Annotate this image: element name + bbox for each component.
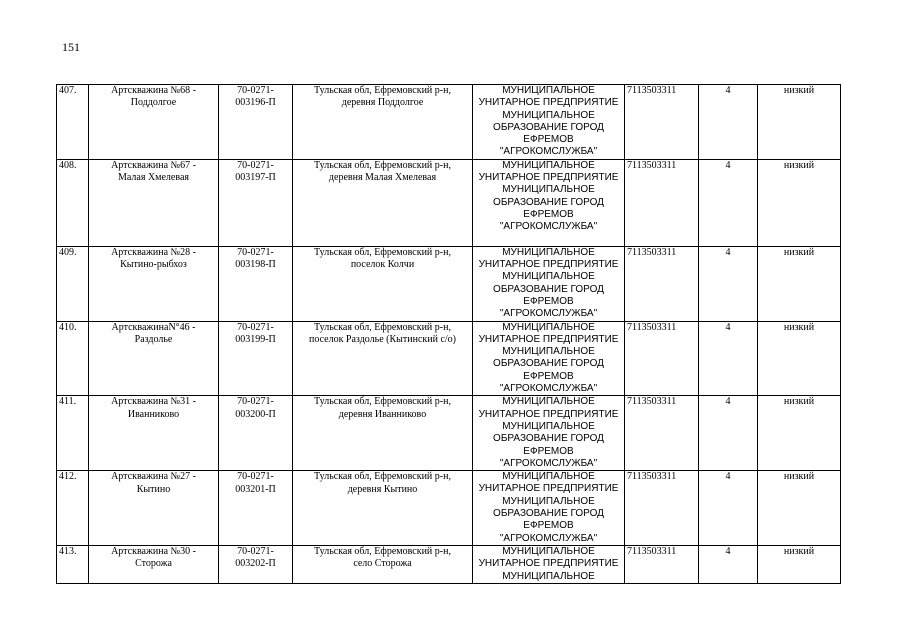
row-number: 411. (57, 396, 89, 471)
category: 4 (699, 471, 758, 546)
object-code: 70-0271- 003201-П (219, 471, 293, 546)
table-row (57, 159, 841, 246)
operator-inn: 7113503311 (625, 246, 699, 321)
operator-inn: 7113503311 (625, 85, 699, 160)
risk-level: низкий (758, 396, 841, 471)
object-name: АртскважинаN°46 - Раздолье (89, 321, 219, 396)
category: 4 (699, 159, 758, 246)
row-number: 410. (57, 321, 89, 396)
object-address: Тульская обл, Ефремовский р-н, деревня Малая Хмелевая (293, 159, 473, 246)
risk-level: низкий (758, 85, 841, 160)
table-row (57, 545, 841, 583)
operator-inn: 7113503311 (625, 321, 699, 396)
risk-level: низкий (758, 321, 841, 396)
row-number: 413. (57, 545, 89, 583)
object-code: 70-0271- 003200-П (219, 396, 293, 471)
category: 4 (699, 545, 758, 583)
object-address: Тульская обл, Ефремовский р-н, поселок Раздолье (Кытинский с/о) (293, 321, 473, 396)
risk-level: низкий (758, 246, 841, 321)
operator-name: МУНИЦИПАЛЬНОЕ УНИТАРНОЕ ПРЕДПРИЯТИЕ МУНИЦИПАЛЬНОЕ ОБРАЗОВАНИЕ ГОРОД ЕФРЕМОВ "АГРОКОМСЛУЖБА" (473, 396, 625, 471)
category: 4 (699, 396, 758, 471)
operator-name: МУНИЦИПАЛЬНОЕ УНИТАРНОЕ ПРЕДПРИЯТИЕ МУНИЦИПАЛЬНОЕ ОБРАЗОВАНИЕ ГОРОД ЕФРЕМОВ "АГРОКОМСЛУЖБА" (473, 246, 625, 321)
operator-inn: 7113503311 (625, 396, 699, 471)
object-name: Артскважина №68 - Поддолгое (89, 85, 219, 160)
risk-level: низкий (758, 545, 841, 583)
operator-name: МУНИЦИПАЛЬНОЕ УНИТАРНОЕ ПРЕДПРИЯТИЕ МУНИЦИПАЛЬНОЕ ОБРАЗОВАНИЕ ГОРОД ЕФРЕМОВ "АГРОКОМСЛУЖБА" (473, 159, 625, 246)
operator-name: МУНИЦИПАЛЬНОЕ УНИТАРНОЕ ПРЕДПРИЯТИЕ МУНИЦИПАЛЬНОЕ ОБРАЗОВАНИЕ ГОРОД ЕФРЕМОВ "АГРОКОМСЛУЖБА" (473, 471, 625, 546)
row-number: 412. (57, 471, 89, 546)
operator-inn: 7113503311 (625, 159, 699, 246)
object-code: 70-0271- 003198-П (219, 246, 293, 321)
operator-name: МУНИЦИПАЛЬНОЕ УНИТАРНОЕ ПРЕДПРИЯТИЕ МУНИЦИПАЛЬНОЕ ОБРАЗОВАНИЕ ГОРОД ЕФРЕМОВ "АГРОКОМСЛУЖБА" (473, 85, 625, 160)
table-row (57, 396, 841, 471)
risk-level: низкий (758, 159, 841, 246)
category: 4 (699, 85, 758, 160)
registry-table (56, 84, 841, 584)
category: 4 (699, 246, 758, 321)
row-number: 407. (57, 85, 89, 160)
object-code: 70-0271- 003202-П (219, 545, 293, 583)
object-name: Артскважина №28 - Кытино-рыбхоз (89, 246, 219, 321)
object-code: 70-0271- 003197-П (219, 159, 293, 246)
operator-name: МУНИЦИПАЛЬНОЕ УНИТАРНОЕ ПРЕДПРИЯТИЕ МУНИЦИПАЛЬНОЕ ОБРАЗОВАНИЕ ГОРОД ЕФРЕМОВ "АГРОКОМСЛУЖБА" (473, 321, 625, 396)
row-number: 409. (57, 246, 89, 321)
object-name: Артскважина №31 - Иванниково (89, 396, 219, 471)
object-code: 70-0271- 003199-П (219, 321, 293, 396)
object-code: 70-0271- 003196-П (219, 85, 293, 160)
object-address: Тульская обл, Ефремовский р-н, поселок Колчи (293, 246, 473, 321)
operator-name: МУНИЦИПАЛЬНОЕ УНИТАРНОЕ ПРЕДПРИЯТИЕ МУНИЦИПАЛЬНОЕ (473, 545, 625, 583)
object-name: Артскважина №30 - Сторожа (89, 545, 219, 583)
object-address: Тульская обл, Ефремовский р-н, село Сторожа (293, 545, 473, 583)
table-row (57, 321, 841, 396)
operator-inn: 7113503311 (625, 471, 699, 546)
object-address: Тульская обл, Ефремовский р-н, деревня Кытино (293, 471, 473, 546)
table-row (57, 471, 841, 546)
operator-inn: 7113503311 (625, 545, 699, 583)
object-name: Артскважина №27 - Кытино (89, 471, 219, 546)
row-number: 408. (57, 159, 89, 246)
object-name: Артскважина №67 - Малая Хмелевая (89, 159, 219, 246)
object-address: Тульская обл, Ефремовский р-н, деревня Поддолгое (293, 85, 473, 160)
page-number: 151 (62, 40, 80, 54)
object-address: Тульская обл, Ефремовский р-н, деревня Иванниково (293, 396, 473, 471)
risk-level: низкий (758, 471, 841, 546)
category: 4 (699, 321, 758, 396)
table-row (57, 246, 841, 321)
table-row (57, 85, 841, 160)
